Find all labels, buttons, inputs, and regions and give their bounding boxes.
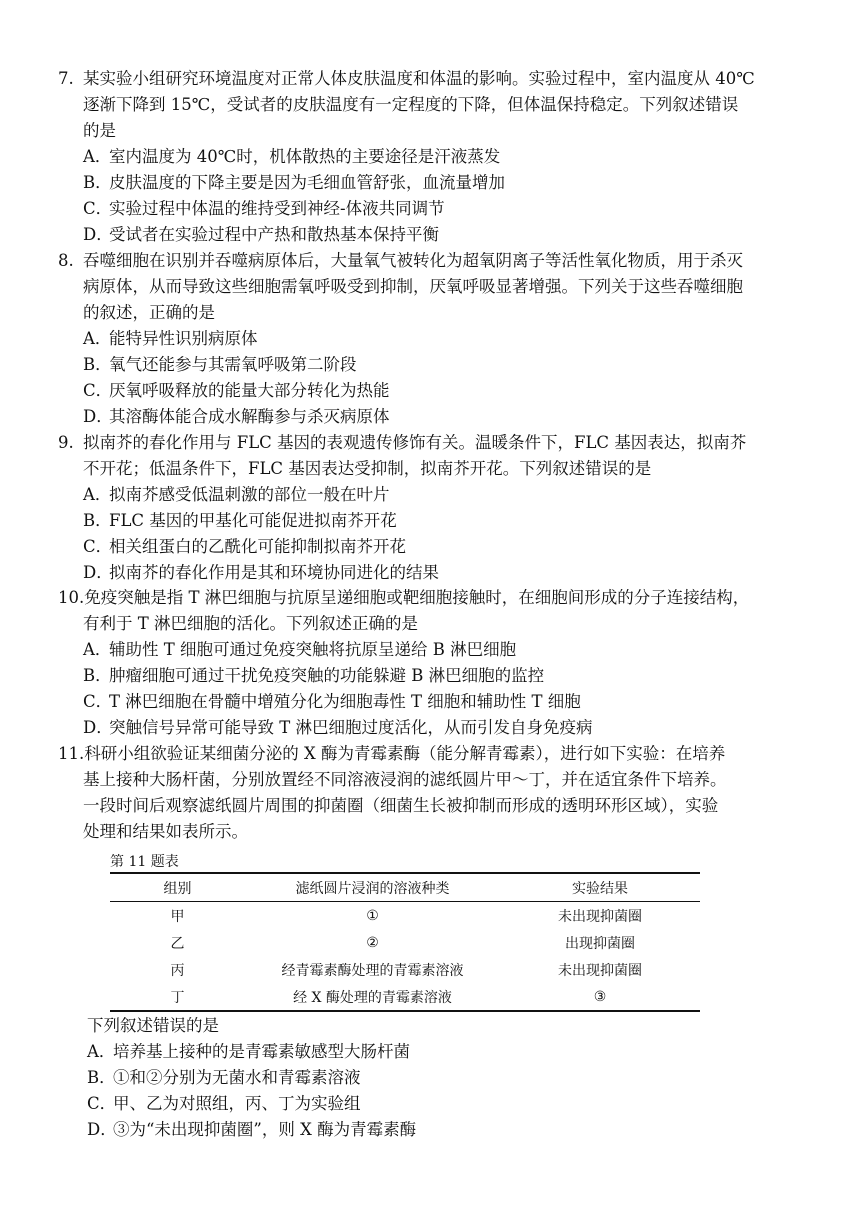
option-c: C．厌氧呼吸释放的能量大部分转化为热能 <box>83 381 390 400</box>
question-prompt: 下列叙述错误的是 <box>87 1016 219 1035</box>
question-stem-line: 10.免疫突触是指 T 淋巴细胞与抗原呈递细胞或靶细胞接触时，在细胞间形成的分子连接结构， <box>58 585 798 611</box>
option-b: B．①和②分别为无菌水和青霉素溶液 <box>87 1068 361 1087</box>
table-cell: 甲 <box>170 908 185 925</box>
question-stem-line: 不开花；低温条件下，FLC 基因表达受抑制，拟南芥开花。下列叙述错误的是 <box>83 459 652 478</box>
table-row <box>110 929 700 956</box>
table-row <box>110 902 700 930</box>
question-stem-line: 的是 <box>83 121 116 140</box>
table-cell: 经青霉素酶处理的青霉素溶液 <box>281 962 464 979</box>
option-a: A．室内温度为 40℃时，机体散热的主要途径是汗液蒸发 <box>83 147 501 166</box>
question-number: 10. <box>58 588 85 607</box>
question-9 <box>58 430 798 586</box>
question-10 <box>58 585 798 741</box>
results-table <box>110 872 700 1012</box>
question-stem-line: 11.科研小组欲验证某细菌分泌的 X 酶为青霉素酶（能分解青霉素），进行如下实验：在培养 <box>58 741 798 767</box>
table-cell: ① <box>366 907 379 924</box>
column-header-solution: 滤纸圆片浸润的溶液种类 <box>245 873 500 902</box>
question-number: 9. <box>58 433 74 452</box>
option-c: C．实验过程中体温的维持受到神经-体液共同调节 <box>83 199 445 218</box>
question-number: 11. <box>58 744 85 763</box>
question-11-options <box>87 1013 787 1143</box>
option-c: C．相关组蛋白的乙酰化可能抑制拟南芥开花 <box>83 537 406 556</box>
column-header-result: 实验结果 <box>500 873 700 902</box>
table-cell: 出现抑菌圈 <box>565 935 635 952</box>
option-d: D．③为“未出现抑菌圈”，则 X 酶为青霉素酶 <box>87 1120 417 1139</box>
question-7 <box>58 66 798 248</box>
question-stem-line: 的叙述，正确的是 <box>83 303 215 322</box>
table-cell: ③ <box>593 988 607 1005</box>
option-d: D．其溶酶体能合成水解酶参与杀灭病原体 <box>83 407 390 426</box>
question-number: 7. <box>58 69 74 88</box>
question-stem-line: 一段时间后观察滤纸圆片周围的抑菌圈（细菌生长被抑制而形成的透明环形区域），实验 <box>83 796 719 815</box>
option-d: D．受试者在实验过程中产热和散热基本保持平衡 <box>83 225 439 244</box>
option-d: D．突触信号异常可能导致 T 淋巴细胞过度活化，从而引发自身免疫病 <box>83 718 593 737</box>
question-stem-line: 逐渐下降到 15℃，受试者的皮肤温度有一定程度的下降，但体温保持稳定。下列叙述错误 <box>83 95 739 114</box>
question-number: 8. <box>58 251 74 270</box>
table-row <box>110 956 700 983</box>
table-cell: 未出现抑菌圈 <box>558 962 642 979</box>
column-header-group: 组别 <box>110 873 245 902</box>
table-cell: 未出现抑菌圈 <box>558 908 642 925</box>
question-stem-line: 8. 吞噬细胞在识别并吞噬病原体后，大量氧气被转化为超氧阴离子等活性氧化物质，用于杀灭 <box>58 248 798 274</box>
question-stem-line: 7. 某实验小组研究环境温度对正常人体皮肤温度和体温的影响。实验过程中，室内温度从 40℃ <box>58 66 798 92</box>
question-stem-line: 9. 拟南芥的春化作用与 FLC 基因的表观遗传修饰有关。温暖条件下，FLC 基因表达，拟南芥 <box>58 430 798 456</box>
question-8 <box>58 248 798 430</box>
table-cell: 丁 <box>170 989 185 1006</box>
question-stem-line: 病原体，从而导致这些细胞需氧呼吸受到抑制，厌氧呼吸显著增强。下列关于这些吞噬细胞 <box>83 277 743 296</box>
option-b: B．氧气还能参与其需氧呼吸第二阶段 <box>83 355 357 374</box>
option-b: B．肿瘤细胞可通过干扰免疫突触的功能躲避 B 淋巴细胞的监控 <box>83 666 545 685</box>
option-a: A．能特异性识别病原体 <box>83 329 258 348</box>
table-cell: 乙 <box>170 935 185 952</box>
question-stem-line: 基上接种大肠杆菌，分别放置经不同溶液浸润的滤纸圆片甲～丁，并在适宜条件下培养。 <box>83 770 727 789</box>
option-d: D．拟南芥的春化作用是其和环境协同进化的结果 <box>83 563 439 582</box>
table-cell: 经 X 酶处理的青霉素溶液 <box>293 989 452 1006</box>
option-a: A．辅助性 T 细胞可通过免疫突触将抗原呈递给 B 淋巴细胞 <box>83 640 517 659</box>
table-caption: 第 11 题表 <box>110 854 179 870</box>
question-stem-line: 处理和结果如表所示。 <box>83 822 248 841</box>
table-cell: ② <box>366 934 379 951</box>
option-c: C．甲、乙为对照组，丙、丁为实验组 <box>87 1094 361 1113</box>
option-a: A．拟南芥感受低温刺激的部位一般在叶片 <box>83 485 390 504</box>
table-cell: 丙 <box>170 962 185 979</box>
question-stem-line: 有利于 T 淋巴细胞的活化。下列叙述正确的是 <box>83 614 418 633</box>
option-c: C．T 淋巴细胞在骨髓中增殖分化为细胞毒性 T 细胞和辅助性 T 细胞 <box>83 692 581 711</box>
question-11 <box>58 741 798 845</box>
option-b: B．FLC 基因的甲基化可能促进拟南芥开花 <box>83 511 397 530</box>
table-header-row <box>110 873 700 902</box>
option-b: B．皮肤温度的下降主要是因为毛细血管舒张，血流量增加 <box>83 173 505 192</box>
table-row <box>110 983 700 1011</box>
option-a: A．培养基上接种的是青霉素敏感型大肠杆菌 <box>87 1042 410 1061</box>
